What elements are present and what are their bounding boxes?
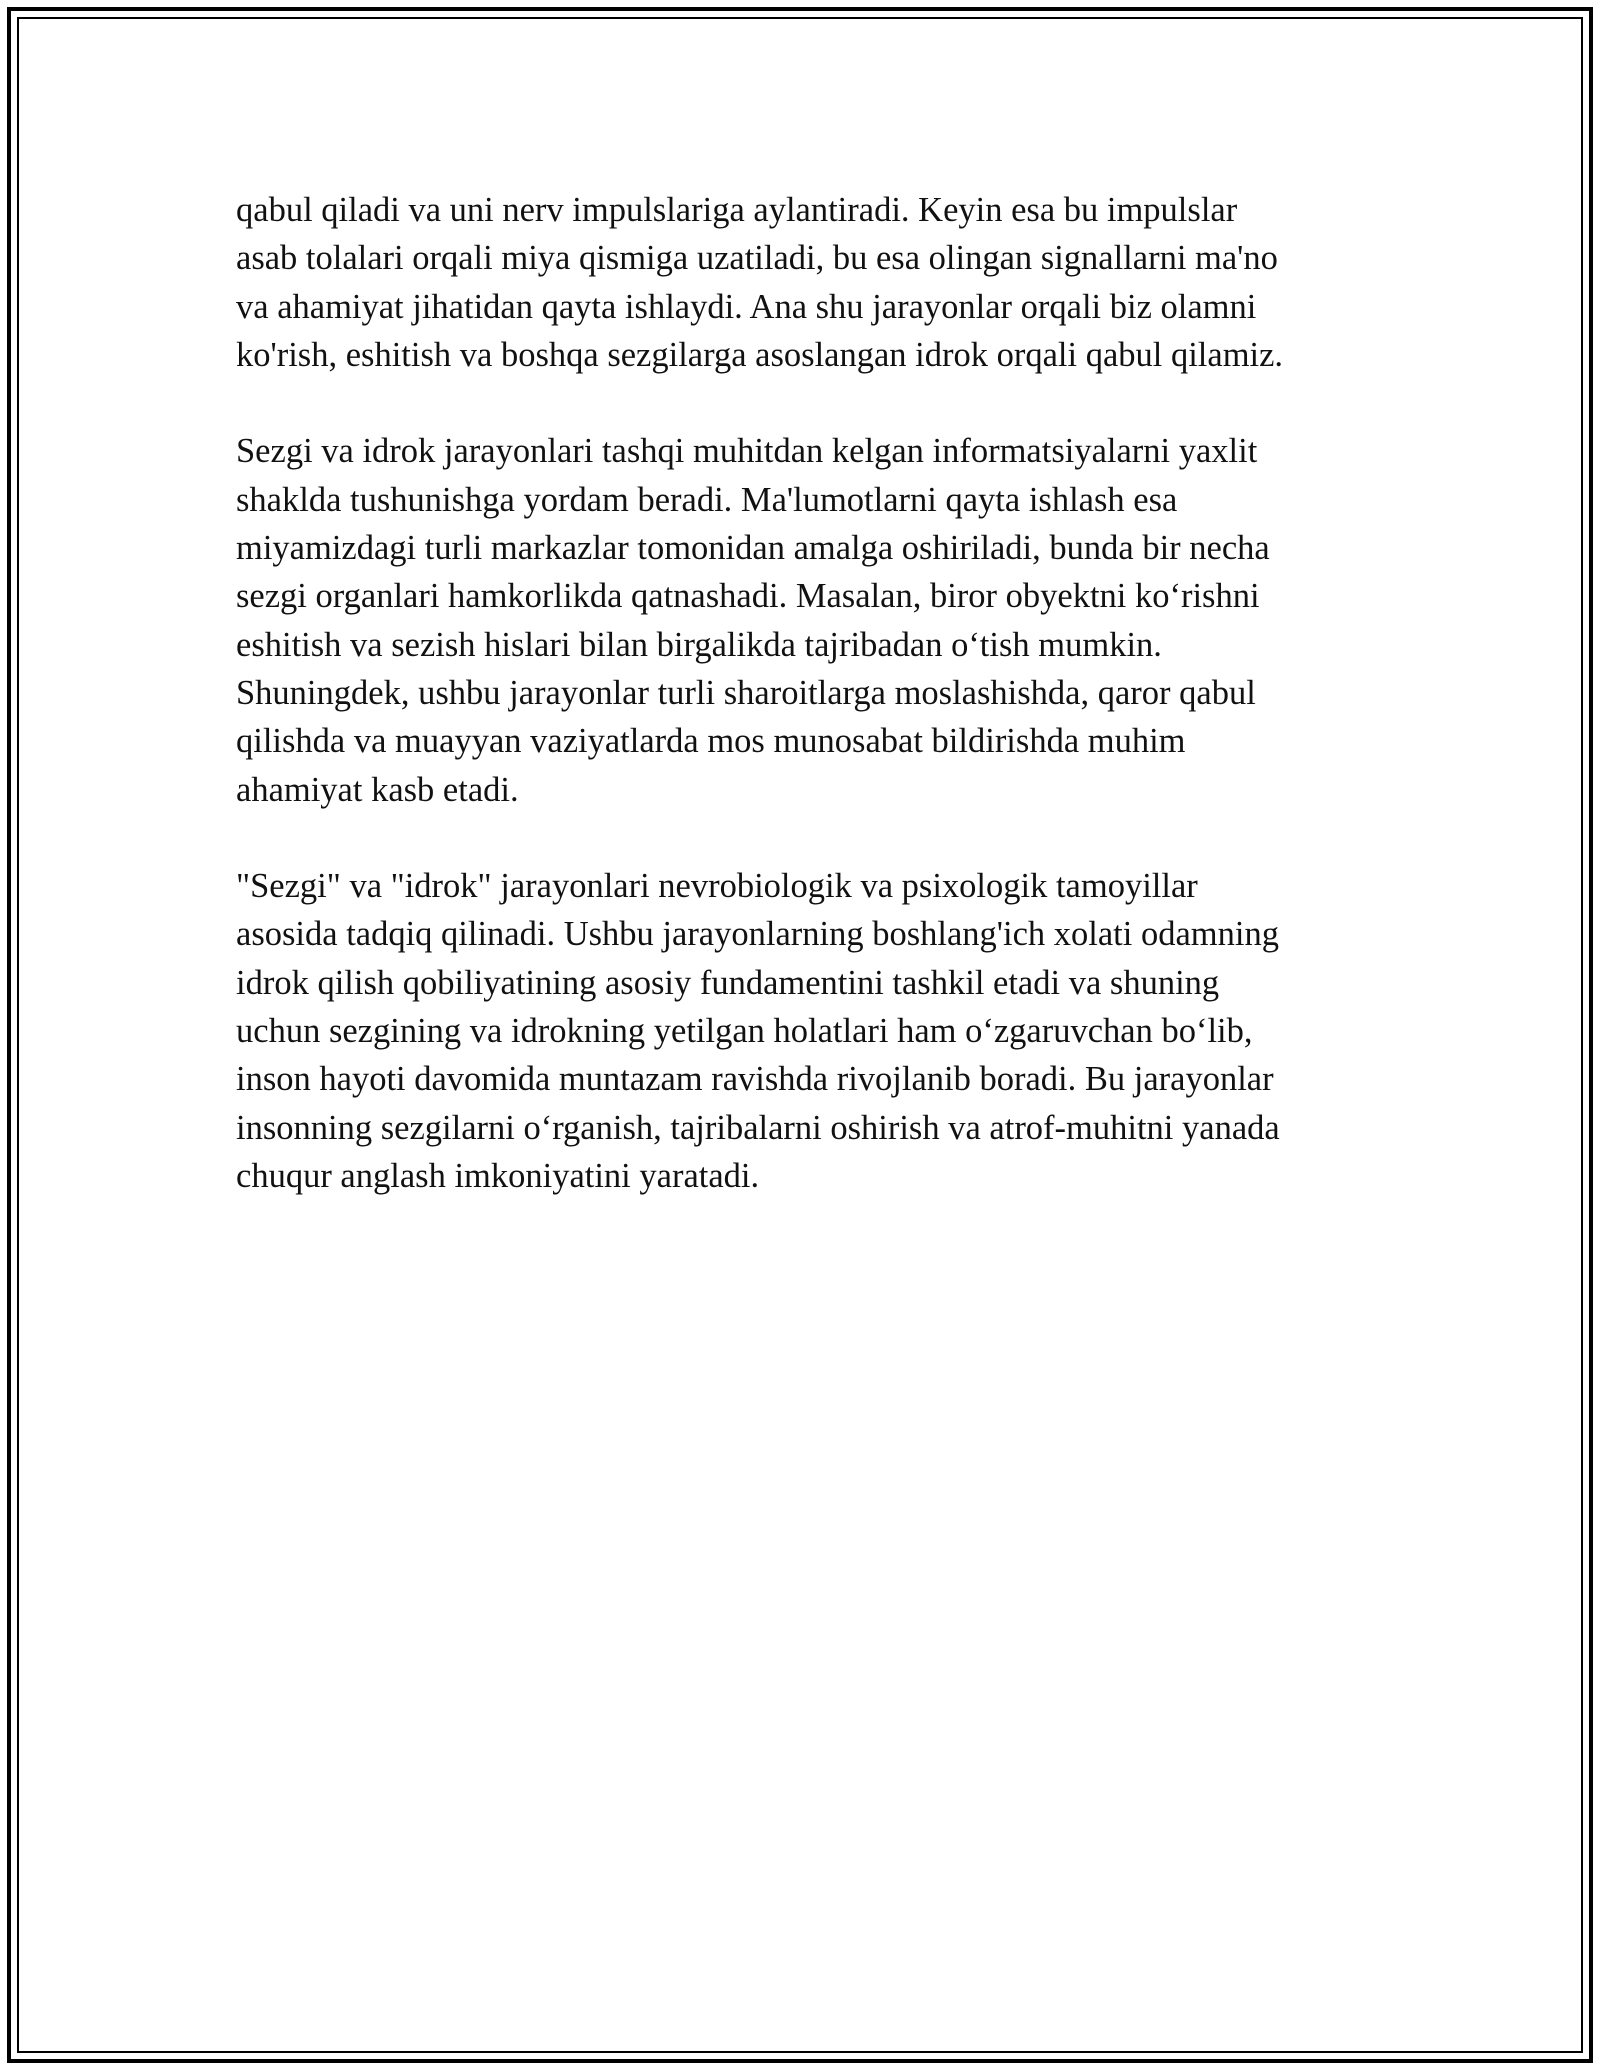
text-line: inson hayoti davomida muntazam ravishda rivojlanib boradi. Bu jarayonlar	[236, 1060, 1274, 1099]
text-line: ahamiyat kasb etadi.	[236, 770, 519, 809]
text-line: idrok qilish qobiliyatining asosiy fundamentini tashkil etadi va shuning	[236, 963, 1220, 1002]
text-line: insonning sezgilarni o‘rganish, tajribalarni oshirish va atrof-muhitni yanada	[236, 1108, 1280, 1147]
text-line: eshitish va sezish hislari bilan birgalikda tajribadan o‘tish mumkin.	[236, 625, 1162, 664]
text-line: miyamizdagi turli markazlar tomonidan amalga oshiriladi, bunda bir necha	[236, 529, 1270, 568]
paragraph-spacer	[236, 379, 1376, 427]
paragraph-spacer	[236, 814, 1376, 862]
text-line: ko'rish, eshitish va boshqa sezgilarga asoslangan idrok orqali qabul qilamiz.	[236, 335, 1284, 374]
text-line: asosida tadqiq qilinadi. Ushbu jarayonlarning boshlang'ich xolati odamning	[236, 915, 1279, 954]
text-line: Shuningdek, ushbu jarayonlar turli sharoitlarga moslashishda, qaror qabul	[236, 673, 1256, 712]
document-body	[236, 186, 1376, 1200]
paragraph-2	[236, 427, 1376, 813]
text-line: qabul qiladi va uni nerv impulslariga aylantiradi. Keyin esa bu impulslar	[236, 191, 1238, 229]
text-line: shaklda tushunishga yordam beradi. Ma'lumotlarni qayta ishlash esa	[236, 480, 1178, 519]
text-line: qilishda va muayyan vaziyatlarda mos munosabat bildirishda muhim	[236, 722, 1186, 761]
paragraph-1	[236, 186, 1376, 379]
text-line: Sezgi va idrok jarayonlari tashqi muhitdan kelgan informatsiyalarni yaxlit	[236, 432, 1258, 471]
text-line: uchun sezgining va idrokning yetilgan holatlari ham o‘zgaruvchan bo‘lib,	[236, 1012, 1253, 1051]
text-line: chuqur anglash imkoniyatini yaratadi.	[236, 1156, 760, 1195]
text-line: sezgi organlari hamkorlikda qatnashadi. Masalan, biror obyektni ko‘rishni	[236, 577, 1260, 616]
paragraph-3	[236, 862, 1376, 1200]
text-line: asab tolalari orqali miya qismiga uzatiladi, bu esa olingan signallarni ma'no	[236, 239, 1278, 278]
text-line: "Sezgi" va "idrok" jarayonlari nevrobiologik va psixologik tamoyillar	[236, 867, 1198, 906]
text-line: va ahamiyat jihatidan qayta ishlaydi. Ana shu jarayonlar orqali biz olamni	[236, 287, 1257, 326]
